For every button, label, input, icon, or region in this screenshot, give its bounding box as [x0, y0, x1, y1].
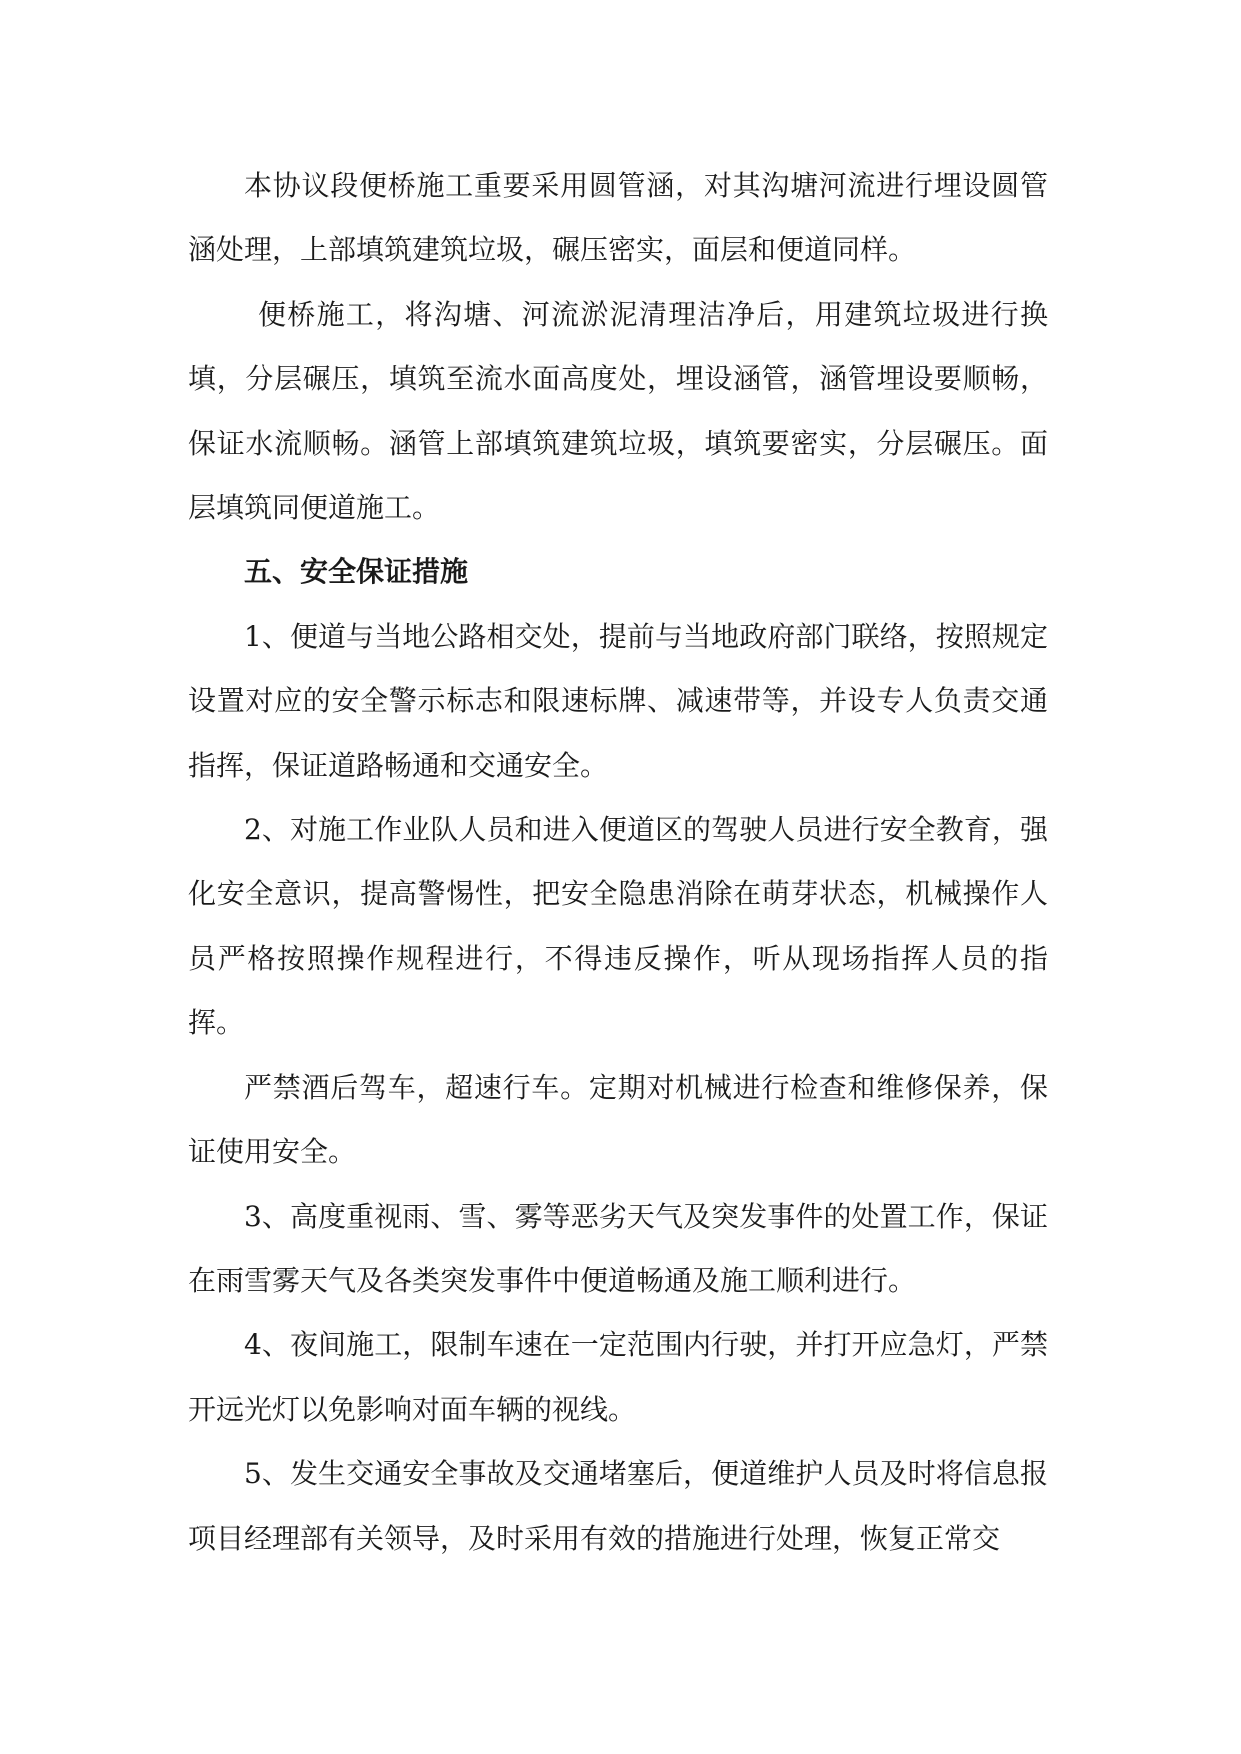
paragraph-item-5: 5、发生交通安全事故及交通堵塞后，便道维护人员及时将信息报项目经理部有关领导，及时采用有效的措施进行处理，恢复正常交 [188, 1457, 1048, 1555]
paragraph-item-2: 2、对施工作业队人员和进入便道区的驾驶人员进行安全教育，强化安全意识，提高警惕性，把安全隐患消除在萌芽状态，机械操作人员严格按照操作规程进行，不得违反操作，听从现场指挥人员的指挥。 [188, 813, 1048, 1040]
paragraph-drunk-driving: 严禁酒后驾车，超速行车。定期对机械进行检查和维修保养，保证使用安全。 [188, 1070, 1048, 1169]
paragraph-item-4: 4、夜间施工，限制车速在一定范围内行驶，并打开应急灯，严禁开远光灯以免影响对面车辆的视线。 [188, 1328, 1048, 1426]
paragraph-item-3: 3、高度重视雨、雪、雾等恶劣天气及突发事件的处置工作，保证在雨雪雾天气及各类突发事件中便道畅通及施工顺利进行。 [188, 1199, 1048, 1297]
paragraph-bridge-construction: 便桥施工，将沟塘、河流淤泥清理洁净后，用建筑垃圾进行换填，分层碾压，填筑至流水面高度处，埋设涵管，涵管埋设要顺畅，保证水流顺畅。涵管上部填筑建筑垃圾，填筑要密实，分层碾压。面层填筑同便道施工。 [188, 297, 1048, 525]
document-body [188, 154, 1048, 1571]
section-heading-safety-measures: 五、安全保证措施 [244, 555, 469, 589]
paragraph-bridge-culvert: 本协议段便桥施工重要采用圆管涵，对其沟塘河流进行埋设圆管涵处理，上部填筑建筑垃圾，碾压密实，面层和便道同样。 [188, 169, 1048, 267]
paragraph-item-1: 1、便道与当地公路相交处，提前与当地政府部门联络，按照规定设置对应的安全警示标志和限速标牌、减速带等，并设专人负责交通指挥，保证道路畅通和交通安全。 [188, 619, 1048, 782]
